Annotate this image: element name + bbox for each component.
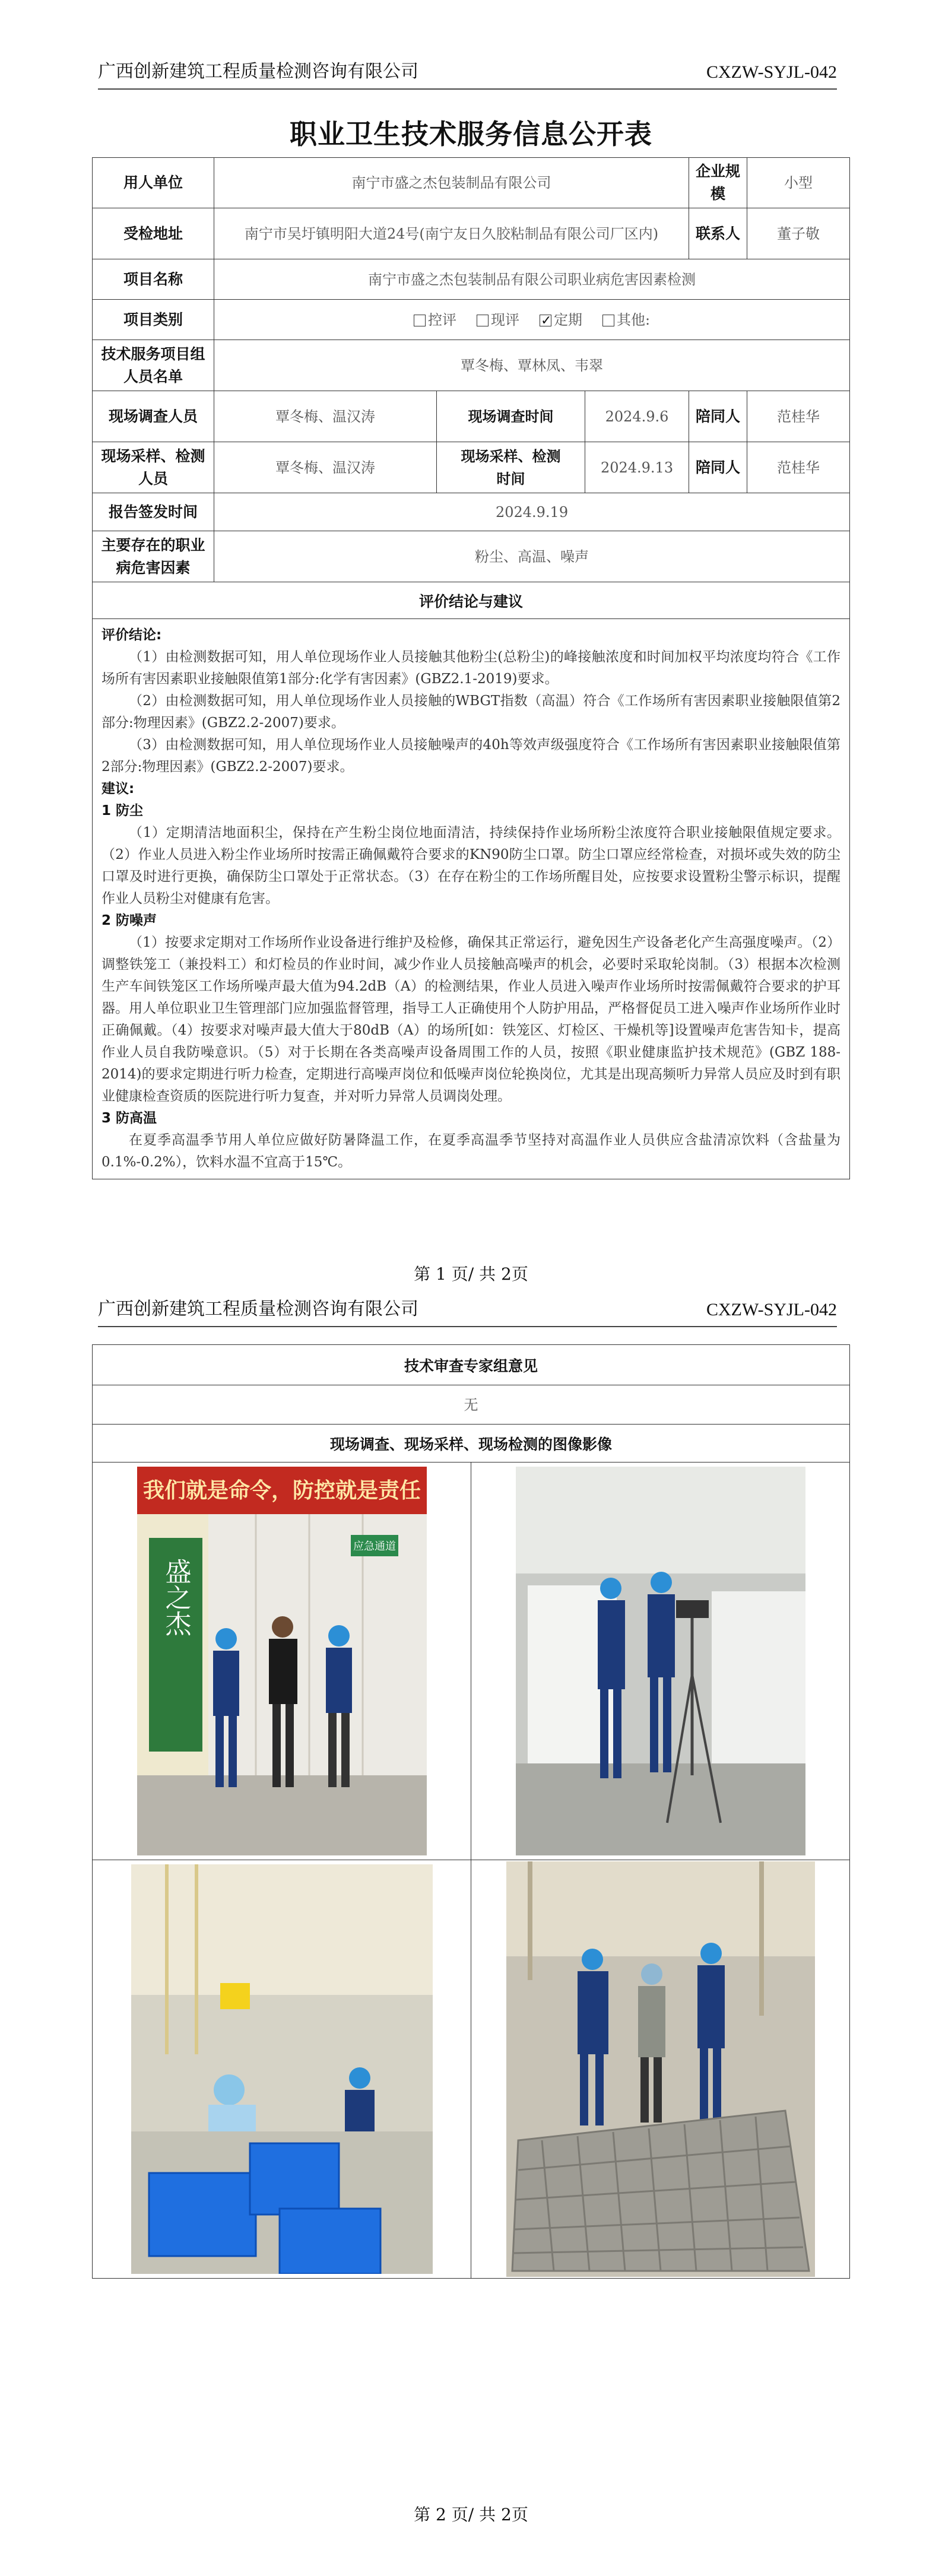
survey-time-value: 2024.9.6 [585, 391, 689, 442]
photo-cell [471, 1860, 850, 2279]
svg-text:应急通道: 应急通道 [353, 1540, 396, 1553]
survey-staff-label: 现场调查人员 [93, 391, 214, 442]
hazards-value: 粉尘、高温、噪声 [214, 531, 850, 582]
review-heading: 技术审查专家组意见 [93, 1345, 850, 1385]
category-option: 控评 [414, 309, 456, 331]
photo-cell [471, 1463, 850, 1860]
noise-title: 2 防噪声 [102, 913, 157, 928]
info-table [92, 157, 850, 1179]
noise-text: （1）按要求定期对工作场所作业设备进行维护及检修，确保其正常运行，避免因生产设备老化产生高强度噪声。（2）调整铁笼工（兼投料工）和灯检员的作业时间，减少作业人员接触高噪声的机会，必要时采取轮岗制。（3）根据本次检测生产车间铁笼区工作场所噪声最大值为94.2dB（A）的检测结果，作业人员进入噪声作业场所时按需佩戴符合要求的护耳器。用人单位职业卫生管理部门应加强监督管理，指导工人正确使用个人防护用品，严格督促员工进入噪声作业场所作业时正确佩戴。（4）按要求对噪声最大值大于80dB（A）的场所[如：铁笼区、灯检区、干燥机等]设置噪声危害告知卡，提高作业人员自我防噪意识。（5）对于长期在各类高噪声设备周围工作的人员，按照《职业健康监护技术规范》(GBZ 188-2014)的要求定期进行听力检查，定期进行高噪声岗位和低噪声岗位轮换岗位，尤其是出现高频听力异常人员应及时到有职业健康检查资质的医院进行听力复查，并对听力异常人员调岗处理。 [102, 935, 841, 1104]
evaluation-heading: 评价结论与建议 [93, 582, 850, 619]
sampling-staff-label: 现场采样、检测人员 [93, 442, 214, 493]
report-date-label: 报告签发时间 [93, 493, 214, 531]
checkbox-icon [414, 315, 426, 326]
category-option: ✓ 定期 [540, 309, 582, 331]
company-name: 广西创新建筑工程质量检测咨询有限公司 [98, 61, 418, 82]
category-option: 其他: [602, 309, 650, 331]
dust-title: 1 防尘 [102, 803, 144, 819]
photo-cage-area [506, 1861, 815, 2277]
contact-value: 董子敬 [747, 208, 850, 259]
conclusion-item: （3）由检测数据可知，用人单位现场作业人员接触噪声的40h等效声级强度符合《工作场所有害因素职业接触限值第2部分:物理因素》(GBZ2.2-2007)要求。 [102, 737, 841, 775]
suggestion-title: 建议: [102, 781, 135, 797]
employer-value: 南宁市盛之杰包装制品有限公司 [214, 158, 689, 208]
employer-label: 用人单位 [93, 158, 214, 208]
team-value: 覃冬梅、覃林凤、韦翠 [214, 340, 850, 391]
document-title: 职业卫生技术服务信息公开表 [290, 118, 652, 150]
scale-label: 企业规模 [689, 158, 747, 208]
survey-escort-label: 陪同人 [689, 391, 747, 442]
report-date-value: 2024.9.19 [214, 493, 850, 531]
photo-entrance [137, 1467, 427, 1855]
photo-cell [93, 1463, 471, 1860]
survey-staff-value: 覃冬梅、温汉涛 [214, 391, 437, 442]
category-label: 项目类别 [93, 300, 214, 340]
hazards-label: 主要存在的职业病危害因素 [93, 531, 214, 582]
review-table [92, 1344, 850, 2279]
svg-text:我们就是命令，防控就是责任: 我们就是命令，防控就是责任 [142, 1479, 421, 1503]
photo-sampling-device [516, 1467, 805, 1855]
company-name: 广西创新建筑工程质量检测咨询有限公司 [98, 1299, 418, 1319]
photo-inspection-line [131, 1864, 433, 2274]
sampling-staff-value: 覃冬梅、温汉涛 [214, 442, 437, 493]
team-label: 技术服务项目组人员名单 [93, 340, 214, 391]
address-value: 南宁市吴圩镇明阳大道24号(南宁友日久胶粘制品有限公司厂区内) [214, 208, 689, 259]
sampling-escort-label: 陪同人 [689, 442, 747, 493]
conclusion-item: （2）由检测数据可知，用人单位现场作业人员接触的WBGT指数（高温）符合《工作场所有害因素职业接触限值第2部分:物理因素》(GBZ2.2-2007)要求。 [102, 693, 841, 731]
document-code: CXZW-SYJL-042 [706, 1300, 837, 1319]
evaluation-body [93, 619, 850, 1179]
document-code: CXZW-SYJL-042 [706, 62, 837, 82]
page-header-1 [98, 56, 837, 90]
page-footer-2: 第 2 页/ 共 2页 [414, 2505, 528, 2524]
scale-value: 小型 [747, 158, 850, 208]
page-header-2 [98, 1294, 837, 1327]
address-label: 受检地址 [93, 208, 214, 259]
project-value: 南宁市盛之杰包装制品有限公司职业病危害因素检测 [214, 259, 850, 300]
heat-title: 3 防高温 [102, 1111, 157, 1126]
checkbox-icon [602, 315, 614, 326]
checkbox-checked-icon [540, 315, 551, 326]
category-option: 现评 [477, 309, 519, 331]
conclusion-item: （1）由检测数据可知，用人单位现场作业人员接触其他粉尘(总粉尘)的峰接触浓度和时间加权平均浓度均符合《工作场所有害因素职业接触限值第1部分:化学有害因素》(GBZ2.1-2019)要求。 [102, 649, 841, 687]
sampling-escort-value: 范桂华 [747, 442, 850, 493]
sampling-time-value: 2024.9.13 [585, 442, 689, 493]
review-content: 无 [93, 1385, 850, 1425]
survey-escort-value: 范桂华 [747, 391, 850, 442]
images-heading: 现场调查、现场采样、现场检测的图像影像 [93, 1425, 850, 1463]
category-options [214, 300, 850, 340]
checkbox-icon [477, 315, 489, 326]
contact-label: 联系人 [689, 208, 747, 259]
conclusion-title: 评价结论: [102, 627, 162, 643]
dust-text: （1）定期清洁地面积尘，保持在产生粉尘岗位地面清洁，持续保持作业场所粉尘浓度符合职业接触限值规定要求。（2）作业人员进入粉尘作业场所时按需正确佩戴符合要求的KN90防尘口罩。防尘口罩应经常检查，对损坏或失效的防尘口罩及时进行更换，确保防尘口罩处于正常状态。（3）在存在粉尘的工作场所醒目处，应按要求设置粉尘警示标识，提醒作业人员粉尘对健康有危害。 [102, 825, 841, 906]
svg-text:盛之杰: 盛之杰 [160, 1558, 191, 1636]
page-footer-1: 第 1 页/ 共 2页 [414, 1264, 528, 1284]
photo-cell [93, 1860, 471, 2279]
survey-time-label: 现场调查时间 [437, 391, 585, 442]
project-label: 项目名称 [93, 259, 214, 300]
sampling-time-label: 现场采样、检测时间 [437, 442, 585, 493]
heat-text: 在夏季高温季节用人单位应做好防暑降温工作，在夏季高温季节坚持对高温作业人员供应含盐清凉饮料（含盐量为0.1%-0.2%），饮料水温不宜高于15℃。 [102, 1132, 841, 1170]
